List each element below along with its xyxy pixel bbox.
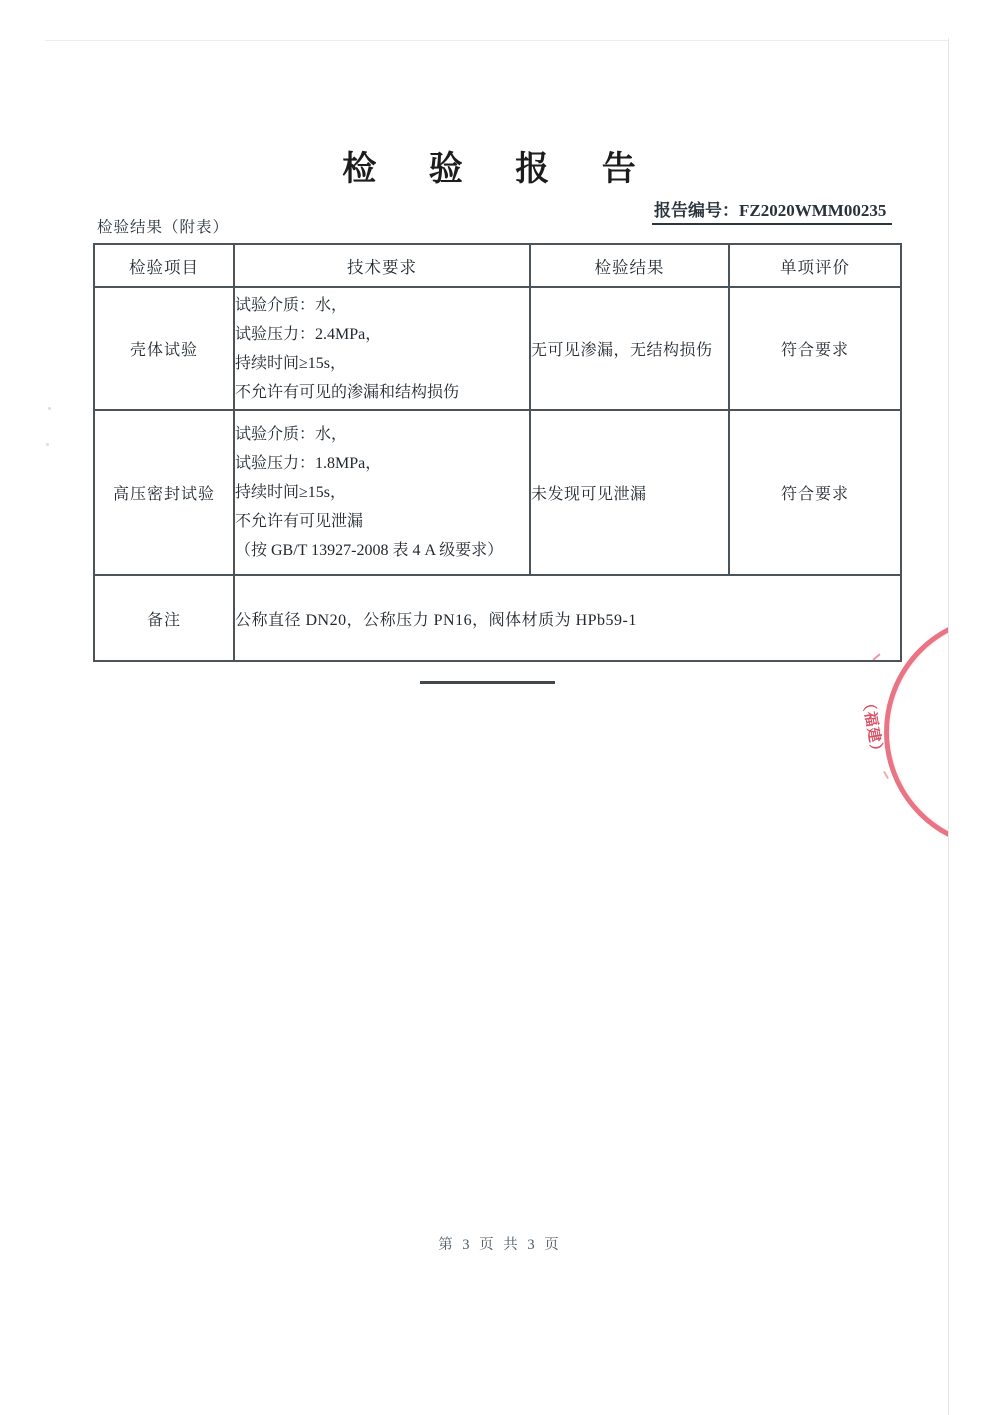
page-footer: 第 3 页 共 3 页 xyxy=(438,1237,562,1253)
scan-edge-right xyxy=(948,38,949,1415)
stamp-ink-mark xyxy=(883,771,889,779)
tech-line: 不允许有可见泄漏 xyxy=(235,513,364,530)
table-row-shell-test xyxy=(94,287,901,410)
cell-item-seal-test: 高压密封试验 xyxy=(94,410,234,575)
header-inspection-item: 检验项目 xyxy=(94,244,234,287)
tech-line: 持续时间≥15s， xyxy=(235,484,347,501)
tech-line: 试验压力：1.8MPa， xyxy=(235,455,382,472)
cell-tech-seal-test xyxy=(234,410,530,575)
tech-line: 试验介质：水， xyxy=(235,426,348,443)
header-technical-requirements: 技术要求 xyxy=(234,244,530,287)
tech-line: 不允许有可见的渗漏和结构损伤 xyxy=(235,383,460,401)
scan-speck xyxy=(46,443,49,446)
report-number xyxy=(652,196,892,225)
cell-eval-seal-test: 符合要求 xyxy=(729,410,901,575)
tech-line: 试验压力：2.4MPa， xyxy=(235,325,382,343)
tech-line: （按 GB/T 13927-2008 表 4 A 级要求） xyxy=(235,542,504,559)
report-number-value: FZ2020WMM00235 xyxy=(739,201,887,220)
cell-item-shell-test: 壳体试验 xyxy=(94,287,234,410)
scan-speck xyxy=(48,407,51,410)
header-item-evaluation: 单项评价 xyxy=(729,244,901,287)
header-inspection-result: 检验结果 xyxy=(530,244,729,287)
report-number-label: 报告编号： xyxy=(654,201,739,220)
signature-divider-line xyxy=(420,681,555,684)
cell-eval-shell-test: 符合要求 xyxy=(729,287,901,410)
inspection-results-table xyxy=(93,243,902,662)
cell-tech-shell-test xyxy=(234,287,530,410)
cell-remark-label: 备注 xyxy=(94,575,234,661)
scan-edge-top xyxy=(45,40,948,41)
cell-result-seal-test: 未发现可见泄漏 xyxy=(530,410,729,575)
table-caption: 检验结果（附表） xyxy=(97,219,230,236)
table-header-row xyxy=(94,244,901,287)
cell-result-shell-test: 无可见渗漏，无结构损伤 xyxy=(530,287,729,410)
cell-remark-value: 公称直径 DN20，公称压力 PN16，阀体材质为 HPb59-1 xyxy=(234,575,901,661)
tech-line: 试验介质：水， xyxy=(235,296,348,314)
table-row-remark xyxy=(94,575,901,661)
tech-line: 持续时间≥15s， xyxy=(235,354,347,372)
page-title: 检 验 报 告 xyxy=(342,151,658,188)
stamp-text: （福建） xyxy=(858,694,886,761)
table-row-seal-test xyxy=(94,410,901,575)
